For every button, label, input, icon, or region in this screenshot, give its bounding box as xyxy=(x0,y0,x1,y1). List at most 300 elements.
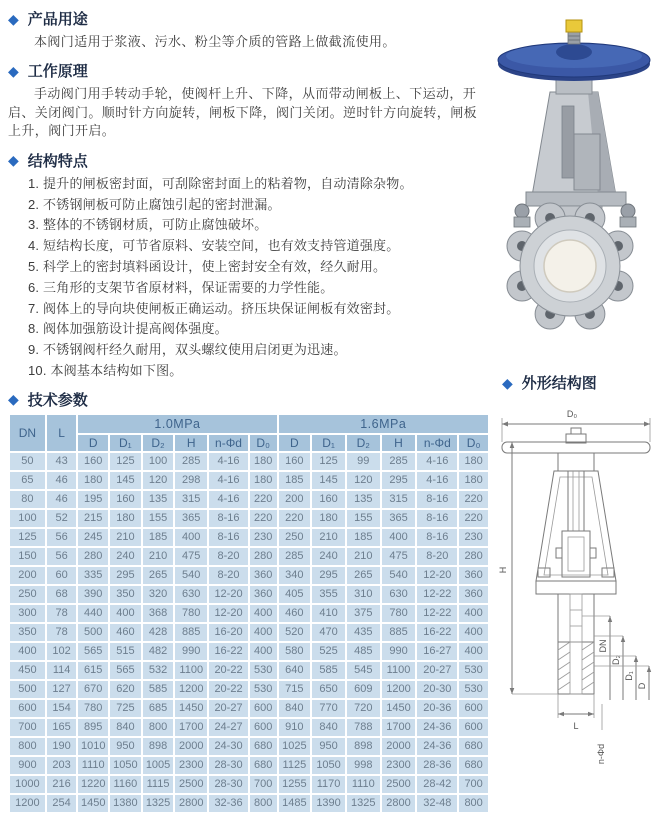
parameters-table xyxy=(8,413,490,814)
table-cell: 56 xyxy=(47,548,77,565)
table-cell: 1220 xyxy=(78,776,108,793)
table-cell: 410 xyxy=(312,605,345,622)
table-cell: 125 xyxy=(110,453,141,470)
table-cell: 600 xyxy=(10,700,45,717)
table-cell: 615 xyxy=(78,662,108,679)
feature-item: 6. 三角形的支架节省原材料，保证需要的力学性能。 xyxy=(28,279,334,295)
table-cell: 28-42 xyxy=(417,776,457,793)
table-cell: 1100 xyxy=(175,662,207,679)
table-cell: 1390 xyxy=(312,795,345,812)
section-heading-parameters xyxy=(8,389,492,410)
table-cell: 135 xyxy=(143,491,174,508)
table-cell: 400 xyxy=(110,605,141,622)
table-cell: 885 xyxy=(175,624,207,641)
table-cell: 365 xyxy=(382,510,416,527)
table-row xyxy=(10,586,488,603)
table-cell: 120 xyxy=(143,472,174,489)
table-cell: 125 xyxy=(10,529,45,546)
table-row xyxy=(10,700,488,717)
table-cell: 440 xyxy=(78,605,108,622)
table-cell: 20-22 xyxy=(209,681,248,698)
table-cell: 2000 xyxy=(382,738,416,755)
table-cell: 78 xyxy=(47,605,77,622)
table-cell: 28-36 xyxy=(417,757,457,774)
table-cell: 200 xyxy=(10,567,45,584)
table-cell: 120 xyxy=(347,472,380,489)
table-cell: 220 xyxy=(250,491,277,508)
table-cell: 680 xyxy=(250,757,277,774)
feature-item: 5. 科学上的密封填料函设计，使上密封安全有效，经久耐用。 xyxy=(28,259,387,274)
table-cell: 1450 xyxy=(78,795,108,812)
table-cell: 800 xyxy=(250,795,277,812)
table-cell: 160 xyxy=(78,453,108,470)
table-subheader-row xyxy=(10,435,488,451)
table-cell: 295 xyxy=(382,472,416,489)
feature-item: 2. 不锈钢闸板可防止腐蚀引起的密封泄漏。 xyxy=(28,196,281,212)
table-cell: 1325 xyxy=(347,795,380,812)
table-cell: 300 xyxy=(10,605,45,622)
table-cell: 685 xyxy=(143,700,174,717)
table-cell: 650 xyxy=(312,681,345,698)
section-title-features: 结构特点 xyxy=(27,152,88,170)
table-cell: 898 xyxy=(347,738,380,755)
table-cell: 530 xyxy=(459,662,488,679)
table-cell: 320 xyxy=(143,586,174,603)
table-cell: 4-16 xyxy=(209,472,248,489)
table-cell: 1050 xyxy=(312,757,345,774)
feature-item: 4. 短结构长度，可节省原料、安装空间，也有效支持管道强度。 xyxy=(28,238,400,254)
table-cell: 375 xyxy=(347,605,380,622)
table-cell: 400 xyxy=(250,624,277,641)
table-cell: 8-20 xyxy=(417,548,457,565)
table-cell: 355 xyxy=(312,586,345,603)
diamond-bullet-icon: ◆ xyxy=(8,152,19,169)
table-cell: 2300 xyxy=(382,757,416,774)
dim-label-d: D xyxy=(637,682,647,690)
table-cell: 180 xyxy=(110,510,141,527)
table-cell: 250 xyxy=(10,586,45,603)
table-cell: 28-30 xyxy=(209,776,248,793)
table-cell: 210 xyxy=(347,548,380,565)
usage-paragraph: 本阀门适用于浆液、污水、粉尘等介质的管路上做截流使用。 xyxy=(34,34,396,49)
table-cell: 154 xyxy=(47,700,77,717)
table-cell: 780 xyxy=(78,700,108,717)
section-heading-principle xyxy=(8,60,492,81)
table-cell: 800 xyxy=(459,795,488,812)
table-cell: 145 xyxy=(312,472,345,489)
table-row xyxy=(10,795,488,812)
table-cell: 580 xyxy=(279,643,311,660)
diamond-bullet-icon: ◆ xyxy=(8,62,19,79)
table-cell: 190 xyxy=(47,738,77,755)
table-cell: 215 xyxy=(78,510,108,527)
table-cell: 1380 xyxy=(110,795,141,812)
table-cell: 670 xyxy=(78,681,108,698)
outline-structure-diagram xyxy=(492,398,660,808)
col-header-nd: n-Φd xyxy=(417,435,457,451)
table-row xyxy=(10,624,488,641)
table-cell: 180 xyxy=(312,510,345,527)
col-header-d2: D₂ xyxy=(143,435,174,451)
table-cell: 400 xyxy=(459,643,488,660)
table-cell: 525 xyxy=(312,643,345,660)
table-cell: 1005 xyxy=(143,757,174,774)
col-group-1_0mpa: 1.0MPa xyxy=(78,415,276,433)
table-cell: 630 xyxy=(175,586,207,603)
table-cell: 230 xyxy=(250,529,277,546)
table-cell: 203 xyxy=(47,757,77,774)
table-cell: 102 xyxy=(47,643,77,660)
table-cell: 160 xyxy=(279,453,311,470)
table-cell: 155 xyxy=(143,510,174,527)
table-cell: 600 xyxy=(459,700,488,717)
table-cell: 265 xyxy=(347,567,380,584)
table-cell: 400 xyxy=(175,529,207,546)
table-cell: 840 xyxy=(279,700,311,717)
table-cell: 280 xyxy=(78,548,108,565)
table-cell: 885 xyxy=(382,624,416,641)
table-cell: 1160 xyxy=(110,776,141,793)
table-cell: 895 xyxy=(78,719,108,736)
table-cell: 475 xyxy=(382,548,416,565)
table-cell: 220 xyxy=(250,510,277,527)
table-cell: 265 xyxy=(143,567,174,584)
table-cell: 216 xyxy=(47,776,77,793)
table-cell: 245 xyxy=(78,529,108,546)
table-cell: 8-16 xyxy=(209,510,248,527)
table-cell: 80 xyxy=(10,491,45,508)
table-cell: 780 xyxy=(382,605,416,622)
col-group-1_6mpa: 1.6MPa xyxy=(279,415,488,433)
table-cell: 1125 xyxy=(279,757,311,774)
dim-label-d2: D₂ xyxy=(611,655,621,665)
table-cell: 530 xyxy=(250,681,277,698)
table-cell: 340 xyxy=(279,567,311,584)
table-cell: 600 xyxy=(459,719,488,736)
table-cell: 482 xyxy=(143,643,174,660)
table-cell: 8-16 xyxy=(417,510,457,527)
table-cell: 24-36 xyxy=(417,738,457,755)
table-row xyxy=(10,662,488,679)
table-row xyxy=(10,681,488,698)
table-row xyxy=(10,643,488,660)
table-cell: 24-30 xyxy=(209,738,248,755)
table-cell: 285 xyxy=(279,548,311,565)
table-cell: 788 xyxy=(347,719,380,736)
table-cell: 78 xyxy=(47,624,77,641)
table-cell: 99 xyxy=(347,453,380,470)
table-cell: 565 xyxy=(78,643,108,660)
col-header-h: H xyxy=(175,435,207,451)
section-title-usage: 产品用途 xyxy=(27,11,88,28)
table-cell: 2300 xyxy=(175,757,207,774)
table-row xyxy=(10,548,488,565)
table-cell: 160 xyxy=(110,491,141,508)
table-cell: 1100 xyxy=(382,662,416,679)
table-cell: 60 xyxy=(47,567,77,584)
table-cell: 1200 xyxy=(382,681,416,698)
section-heading-outline xyxy=(502,372,597,393)
table-cell: 20-27 xyxy=(209,700,248,717)
table-cell: 12-22 xyxy=(417,586,457,603)
table-cell: 240 xyxy=(110,548,141,565)
table-cell: 1170 xyxy=(312,776,345,793)
col-header-dn: DN xyxy=(10,415,45,451)
table-cell: 990 xyxy=(175,643,207,660)
table-cell: 600 xyxy=(250,719,277,736)
table-cell: 532 xyxy=(143,662,174,679)
table-cell: 20-22 xyxy=(209,662,248,679)
table-cell: 8-20 xyxy=(209,548,248,565)
table-cell: 315 xyxy=(382,491,416,508)
table-cell: 350 xyxy=(10,624,45,641)
table-cell: 435 xyxy=(347,624,380,641)
table-cell: 1110 xyxy=(78,757,108,774)
table-cell: 8-20 xyxy=(209,567,248,584)
table-cell: 640 xyxy=(279,662,311,679)
table-cell: 475 xyxy=(175,548,207,565)
table-cell: 1450 xyxy=(175,700,207,717)
table-cell: 620 xyxy=(110,681,141,698)
feature-item: 7. 阀体上的导向块使闸板正确运动。挤压块保证闸板有效密封。 xyxy=(28,300,400,316)
valve-product-photo xyxy=(492,14,660,344)
table-cell: 910 xyxy=(279,719,311,736)
table-cell: 840 xyxy=(312,719,345,736)
table-cell: 52 xyxy=(47,510,77,527)
table-cell: 400 xyxy=(382,529,416,546)
table-cell: 400 xyxy=(250,605,277,622)
table-cell: 145 xyxy=(110,472,141,489)
section-title-outline: 外形结构图 xyxy=(521,375,597,392)
table-cell: 350 xyxy=(110,586,141,603)
table-cell: 2800 xyxy=(382,795,416,812)
table-cell: 2800 xyxy=(175,795,207,812)
table-cell: 1200 xyxy=(175,681,207,698)
table-cell: 360 xyxy=(459,586,488,603)
table-cell: 310 xyxy=(347,586,380,603)
table-cell: 20-36 xyxy=(417,700,457,717)
table-cell: 365 xyxy=(175,510,207,527)
table-row xyxy=(10,605,488,622)
table-cell: 700 xyxy=(10,719,45,736)
table-cell: 220 xyxy=(459,491,488,508)
table-cell: 180 xyxy=(250,453,277,470)
table-cell: 540 xyxy=(382,567,416,584)
table-cell: 700 xyxy=(459,776,488,793)
table-cell: 16-27 xyxy=(417,643,457,660)
table-cell: 4-16 xyxy=(209,491,248,508)
table-cell: 20-27 xyxy=(417,662,457,679)
table-row xyxy=(10,491,488,508)
table-cell: 715 xyxy=(279,681,311,698)
diamond-bullet-icon: ◆ xyxy=(8,10,19,27)
table-cell: 180 xyxy=(459,472,488,489)
table-row xyxy=(10,510,488,527)
principle-paragraph: 手动阀门用手转动手轮，使阀杆上升、下降，从而带动闸板上、下运动，开启、关闭阀门。顺时针方向旋转，闸板下降，阀门关闭。逆时针方向旋转，闸板上升，阀门开启。 xyxy=(8,86,478,139)
table-cell: 20-30 xyxy=(417,681,457,698)
table-cell: 515 xyxy=(110,643,141,660)
table-cell: 298 xyxy=(175,472,207,489)
table-cell: 56 xyxy=(47,529,77,546)
table-cell: 43 xyxy=(47,453,77,470)
feature-item: 10. 本阀基本结构如下图。 xyxy=(28,362,183,378)
table-cell: 8-16 xyxy=(417,529,457,546)
table-cell: 16-20 xyxy=(209,624,248,641)
table-cell: 12-20 xyxy=(209,605,248,622)
table-cell: 135 xyxy=(347,491,380,508)
table-cell: 1050 xyxy=(110,757,141,774)
col-header-nd: n-Φd xyxy=(209,435,248,451)
table-cell: 32-48 xyxy=(417,795,457,812)
table-row xyxy=(10,719,488,736)
table-cell: 680 xyxy=(250,738,277,755)
table-cell: 1700 xyxy=(175,719,207,736)
dim-label-d1: D₁ xyxy=(624,671,634,681)
table-row xyxy=(10,567,488,584)
col-header-l: L xyxy=(47,415,77,451)
table-cell: 470 xyxy=(312,624,345,641)
table-cell: 220 xyxy=(459,510,488,527)
table-cell: 1485 xyxy=(279,795,311,812)
feature-item: 9. 不锈钢阀杆经久耐用，双头螺纹使用启闭更为迅速。 xyxy=(28,342,347,358)
table-cell: 195 xyxy=(78,491,108,508)
feature-item: 8. 阀体加强筋设计提高阀体强度。 xyxy=(28,321,228,337)
table-cell: 460 xyxy=(279,605,311,622)
table-cell: 800 xyxy=(10,738,45,755)
table-cell: 220 xyxy=(279,510,311,527)
table-cell: 998 xyxy=(347,757,380,774)
section-heading-features xyxy=(8,150,492,171)
table-cell: 2500 xyxy=(382,776,416,793)
dim-label-dn: DN xyxy=(598,639,608,653)
table-cell: 185 xyxy=(279,472,311,489)
table-cell: 585 xyxy=(312,662,345,679)
table-cell: 315 xyxy=(175,491,207,508)
table-cell: 12-22 xyxy=(417,605,457,622)
table-cell: 155 xyxy=(347,510,380,527)
col-header-d2: D₂ xyxy=(347,435,380,451)
table-cell: 1110 xyxy=(347,776,380,793)
table-cell: 600 xyxy=(250,700,277,717)
table-cell: 8-16 xyxy=(209,529,248,546)
dim-label-n-phi-d: n-Φd xyxy=(596,743,606,765)
table-cell: 295 xyxy=(312,567,345,584)
table-cell: 630 xyxy=(382,586,416,603)
table-cell: 180 xyxy=(250,472,277,489)
table-cell: 185 xyxy=(143,529,174,546)
table-cell: 405 xyxy=(279,586,311,603)
table-cell: 50 xyxy=(10,453,45,470)
diamond-bullet-icon: ◆ xyxy=(8,391,19,408)
table-cell: 530 xyxy=(250,662,277,679)
table-cell: 400 xyxy=(459,605,488,622)
table-cell: 700 xyxy=(250,776,277,793)
dim-label-h: H xyxy=(498,566,508,574)
table-cell: 230 xyxy=(459,529,488,546)
table-cell: 368 xyxy=(143,605,174,622)
section-title-parameters: 技术参数 xyxy=(27,391,88,409)
diamond-bullet-icon: ◆ xyxy=(502,374,513,391)
dim-label-d0: D₀ xyxy=(566,409,578,419)
table-cell: 65 xyxy=(10,472,45,489)
table-cell: 240 xyxy=(312,548,345,565)
table-cell: 1200 xyxy=(10,795,45,812)
table-cell: 280 xyxy=(459,548,488,565)
table-cell: 565 xyxy=(110,662,141,679)
table-cell: 280 xyxy=(250,548,277,565)
table-cell: 725 xyxy=(110,700,141,717)
table-cell: 840 xyxy=(110,719,141,736)
table-cell: 2500 xyxy=(175,776,207,793)
table-cell: 585 xyxy=(143,681,174,698)
table-cell: 100 xyxy=(10,510,45,527)
table-cell: 165 xyxy=(47,719,77,736)
table-cell: 12-20 xyxy=(417,567,457,584)
table-cell: 950 xyxy=(312,738,345,755)
table-cell: 770 xyxy=(312,700,345,717)
table-cell: 390 xyxy=(78,586,108,603)
table-cell: 485 xyxy=(347,643,380,660)
col-header-d1: D₁ xyxy=(110,435,141,451)
table-row xyxy=(10,757,488,774)
table-cell: 100 xyxy=(143,453,174,470)
table-cell: 200 xyxy=(279,491,311,508)
table-cell: 1450 xyxy=(382,700,416,717)
table-header-row xyxy=(10,415,488,433)
table-row xyxy=(10,472,488,489)
table-cell: 400 xyxy=(459,624,488,641)
table-cell: 24-36 xyxy=(417,719,457,736)
table-cell: 254 xyxy=(47,795,77,812)
feature-item: 1. 提升的闸板密封面，可刮除密封面上的粘着物，自动清除杂物。 xyxy=(28,175,413,191)
table-cell: 400 xyxy=(250,643,277,660)
table-row xyxy=(10,453,488,470)
table-row xyxy=(10,738,488,755)
table-cell: 210 xyxy=(110,529,141,546)
table-cell: 520 xyxy=(279,624,311,641)
table-cell: 1000 xyxy=(10,776,45,793)
table-cell: 500 xyxy=(78,624,108,641)
table-cell: 460 xyxy=(110,624,141,641)
table-cell: 428 xyxy=(143,624,174,641)
table-cell: 720 xyxy=(347,700,380,717)
table-cell: 335 xyxy=(78,567,108,584)
col-header-d0: D₀ xyxy=(459,435,488,451)
table-cell: 210 xyxy=(143,548,174,565)
table-cell: 360 xyxy=(459,567,488,584)
table-cell: 360 xyxy=(250,567,277,584)
table-cell: 16-22 xyxy=(417,624,457,641)
table-cell: 4-16 xyxy=(417,472,457,489)
feature-item: 3. 整体的不锈钢材质，可防止腐蚀破坏。 xyxy=(28,217,268,233)
table-cell: 127 xyxy=(47,681,77,698)
table-cell: 4-16 xyxy=(209,453,248,470)
col-header-d: D xyxy=(78,435,108,451)
table-cell: 180 xyxy=(459,453,488,470)
table-cell: 1700 xyxy=(382,719,416,736)
table-cell: 28-30 xyxy=(209,757,248,774)
table-cell: 12-20 xyxy=(209,586,248,603)
table-cell: 609 xyxy=(347,681,380,698)
table-cell: 285 xyxy=(382,453,416,470)
table-cell: 540 xyxy=(175,567,207,584)
table-row xyxy=(10,776,488,793)
table-cell: 16-22 xyxy=(209,643,248,660)
illustration-column xyxy=(492,0,660,821)
table-cell: 160 xyxy=(312,491,345,508)
table-cell: 1115 xyxy=(143,776,174,793)
col-header-d: D xyxy=(279,435,311,451)
